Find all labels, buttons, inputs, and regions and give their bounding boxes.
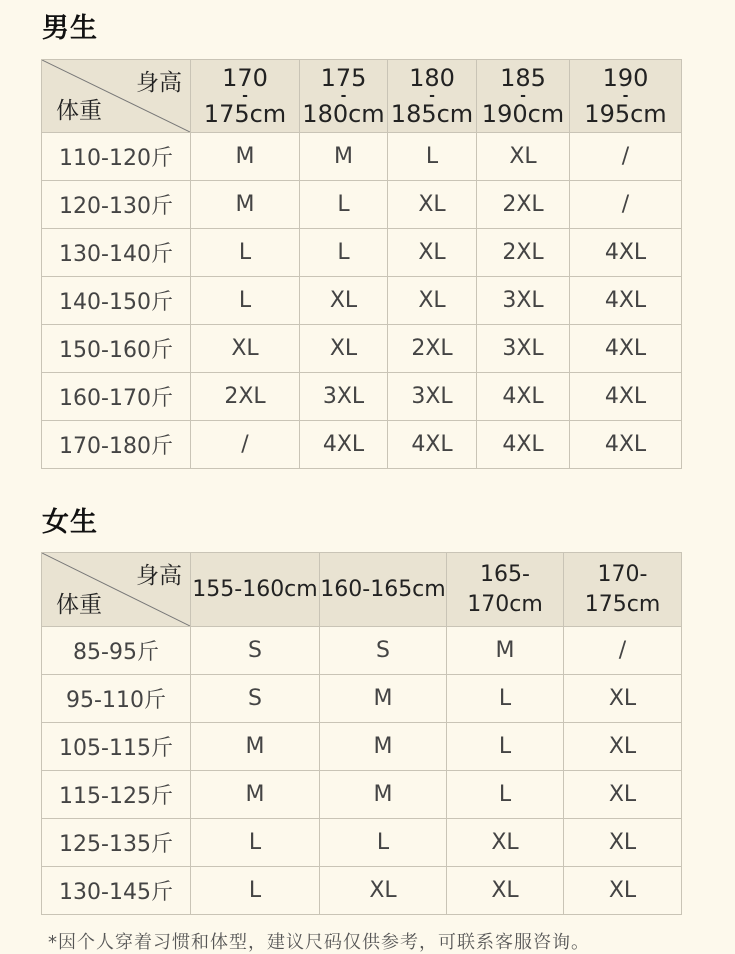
women-corner-cell — [42, 553, 191, 627]
size-cell: M — [300, 133, 388, 181]
table-row — [42, 277, 682, 325]
men-height-header: 190 - 195cm — [570, 60, 682, 133]
size-cell: L — [191, 867, 320, 915]
men-height-header: 185 - 190cm — [477, 60, 570, 133]
women-height-header: 155-160cm — [191, 553, 320, 627]
women-size-table — [41, 552, 682, 915]
table-row — [42, 675, 682, 723]
size-cell: S — [191, 675, 320, 723]
size-cell: 4XL — [570, 421, 682, 469]
size-cell: XL — [388, 277, 477, 325]
weight-cell: 105-115斤 — [42, 723, 191, 771]
women-section-title: 女生 — [42, 507, 98, 538]
size-cell: XL — [388, 181, 477, 229]
size-cell: 4XL — [570, 229, 682, 277]
weight-cell: 130-145斤 — [42, 867, 191, 915]
size-cell: 2XL — [477, 181, 570, 229]
size-cell: 4XL — [300, 421, 388, 469]
size-cell: XL — [564, 675, 682, 723]
table-row — [42, 421, 682, 469]
size-cell: L — [447, 675, 564, 723]
women-height-header: 170-175cm — [564, 553, 682, 627]
table-row — [42, 181, 682, 229]
table-row — [42, 723, 682, 771]
size-cell: 4XL — [570, 373, 682, 421]
men-section-title: 男生 — [42, 13, 98, 44]
size-cell: XL — [300, 277, 388, 325]
size-cell: M — [191, 133, 300, 181]
size-cell: XL — [564, 819, 682, 867]
size-cell: M — [447, 627, 564, 675]
size-cell: 2XL — [477, 229, 570, 277]
size-cell: L — [447, 723, 564, 771]
size-cell: M — [191, 723, 320, 771]
weight-cell: 85-95斤 — [42, 627, 191, 675]
size-cell: / — [570, 133, 682, 181]
weight-cell: 120-130斤 — [42, 181, 191, 229]
size-cell: XL — [564, 723, 682, 771]
size-cell: XL — [388, 229, 477, 277]
size-cell: 3XL — [388, 373, 477, 421]
size-cell: / — [570, 181, 682, 229]
weight-cell: 95-110斤 — [42, 675, 191, 723]
weight-cell: 170-180斤 — [42, 421, 191, 469]
size-cell: 3XL — [477, 277, 570, 325]
men-header-row — [42, 60, 682, 133]
size-cell: L — [191, 277, 300, 325]
size-cell: M — [191, 771, 320, 819]
weight-cell: 125-135斤 — [42, 819, 191, 867]
size-cell: / — [564, 627, 682, 675]
women-height-axis-label: 身高 — [136, 563, 182, 589]
size-cell: M — [320, 771, 447, 819]
table-row — [42, 867, 682, 915]
size-cell: M — [320, 675, 447, 723]
size-cell: XL — [300, 325, 388, 373]
weight-cell: 130-140斤 — [42, 229, 191, 277]
size-cell: 3XL — [300, 373, 388, 421]
table-row — [42, 373, 682, 421]
size-cell: S — [191, 627, 320, 675]
size-cell: 4XL — [570, 325, 682, 373]
weight-cell: 150-160斤 — [42, 325, 191, 373]
size-cell: 4XL — [388, 421, 477, 469]
size-cell: XL — [564, 771, 682, 819]
weight-cell: 160-170斤 — [42, 373, 191, 421]
size-cell: M — [191, 181, 300, 229]
size-cell: 2XL — [388, 325, 477, 373]
size-cell: L — [191, 229, 300, 277]
size-cell: XL — [564, 867, 682, 915]
size-cell: / — [191, 421, 300, 469]
weight-cell: 110-120斤 — [42, 133, 191, 181]
size-cell: L — [320, 819, 447, 867]
size-cell: 4XL — [477, 373, 570, 421]
table-row — [42, 771, 682, 819]
size-cell: L — [447, 771, 564, 819]
size-cell: XL — [320, 867, 447, 915]
size-cell: XL — [477, 133, 570, 181]
size-cell: XL — [447, 867, 564, 915]
size-cell: S — [320, 627, 447, 675]
women-weight-axis-label: 体重 — [56, 592, 102, 618]
weight-cell: 140-150斤 — [42, 277, 191, 325]
size-cell: 4XL — [477, 421, 570, 469]
size-cell: XL — [191, 325, 300, 373]
weight-cell: 115-125斤 — [42, 771, 191, 819]
size-cell: 2XL — [191, 373, 300, 421]
women-header-row — [42, 553, 682, 627]
sizing-disclaimer: *因个人穿着习惯和体型，建议尺码仅供参考，可联系客服咨询。 — [48, 932, 590, 953]
men-height-header: 175 - 180cm — [300, 60, 388, 133]
size-cell: L — [191, 819, 320, 867]
table-row — [42, 819, 682, 867]
men-height-header: 170 - 175cm — [191, 60, 300, 133]
size-cell: L — [388, 133, 477, 181]
men-height-axis-label: 身高 — [136, 70, 182, 96]
men-height-header: 180 - 185cm — [388, 60, 477, 133]
table-row — [42, 325, 682, 373]
table-row — [42, 229, 682, 277]
size-cell: M — [320, 723, 447, 771]
size-cell: L — [300, 181, 388, 229]
size-cell: 3XL — [477, 325, 570, 373]
men-corner-cell — [42, 60, 191, 133]
men-size-table — [41, 59, 682, 469]
size-cell: 4XL — [570, 277, 682, 325]
men-weight-axis-label: 体重 — [56, 98, 102, 124]
size-cell: L — [300, 229, 388, 277]
table-row — [42, 627, 682, 675]
table-row — [42, 133, 682, 181]
women-height-header: 165-170cm — [447, 553, 564, 627]
size-cell: XL — [447, 819, 564, 867]
women-height-header: 160-165cm — [320, 553, 447, 627]
